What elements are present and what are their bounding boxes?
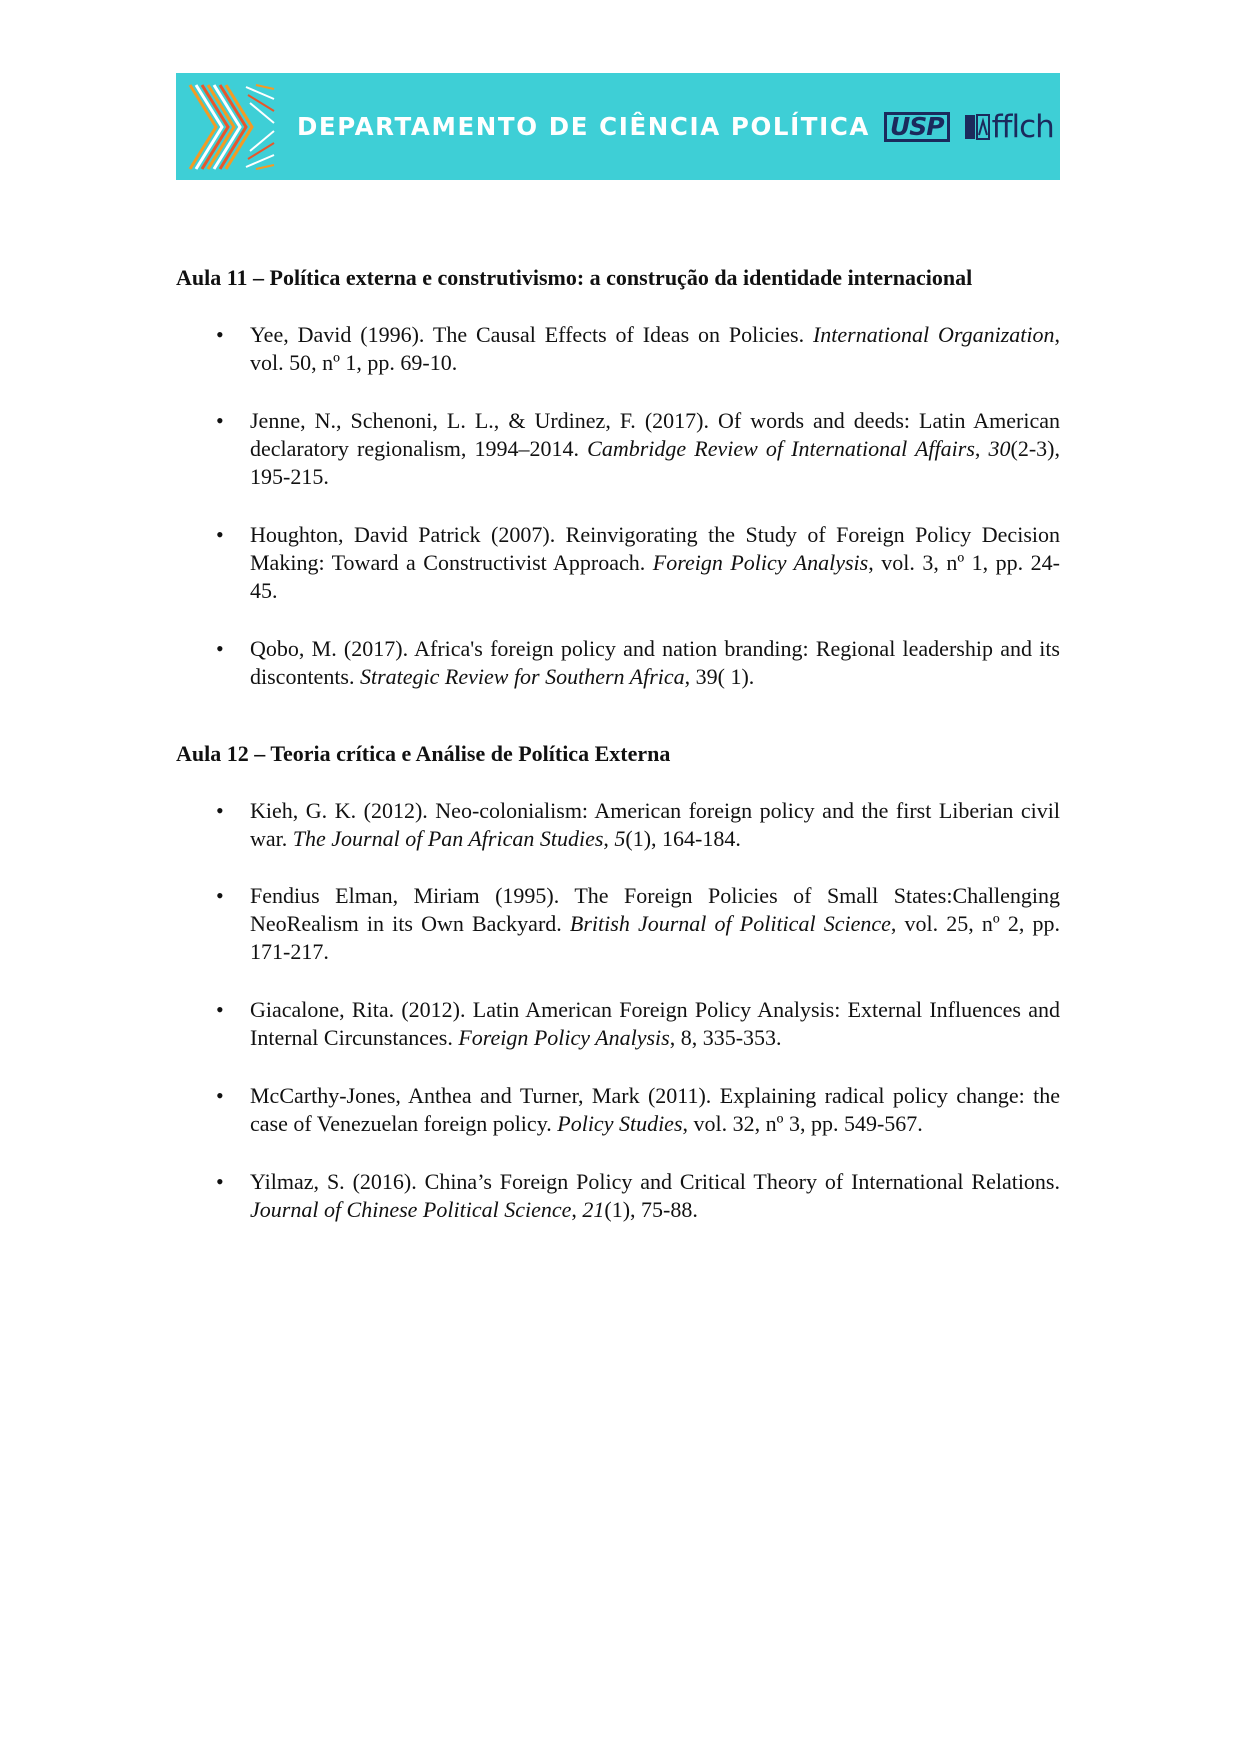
section-title-aula-11: Aula 11 – Política externa e construtivismo: a construção da identidade internacional — [176, 265, 973, 290]
usp-logo: USP — [884, 112, 950, 142]
reference-item: • Fendius Elman, Miriam (1995). The Foreign Policies of Small States:Challenging NeoRealism in its Own Backyard. British Journal of Political Science, vol. 25, nº 2, pp. 171-217. — [216, 883, 1061, 964]
bullet-icon: • — [216, 883, 224, 908]
bullet-icon: • — [216, 798, 224, 823]
reference-item: • Giacalone, Rita. (2012). Latin American Foreign Policy Analysis: External Influences and Internal Circunstances. Foreign Policy Analysis, 8, 335-353. — [216, 997, 1060, 1050]
bullet-icon: • — [216, 408, 224, 433]
department-banner — [176, 73, 1060, 180]
reference-item: • Kieh, G. K. (2012). Neo-colonialism: American foreign policy and the first Liberian civil war. The Journal of Pan African Studies, 5(1), 164-184. — [216, 798, 1060, 851]
bullet-icon: • — [216, 1083, 224, 1108]
reference-item: • Qobo, M. (2017). Africa's foreign policy and nation branding: Regional leadership and its discontents. Strategic Review for Southern Africa, 39( 1). — [216, 636, 1060, 689]
fflch-logo — [964, 109, 1054, 145]
bullet-icon: • — [216, 1169, 224, 1194]
reference-list-aula-12 — [176, 797, 1060, 1224]
reference-item: • Jenne, N., Schenoni, L. L., & Urdinez, F. (2017). Of words and deeds: Latin American declaratory regionalism, 1994–2014. Cambridge Review of International Affairs, 30(2-3), 195-215. — [216, 408, 1060, 489]
department-title: DEPARTAMENTO DE CIÊNCIA POLÍTICA — [297, 112, 870, 141]
section-title-aula-12: Aula 12 – Teoria crítica e Análise de Política Externa — [176, 741, 671, 766]
reference-list-aula-11 — [176, 321, 1060, 691]
reference-item: • Houghton, David Patrick (2007). Reinvigorating the Study of Foreign Policy Decision Making: Toward a Constructivist Approach. Foreign Policy Analysis, vol. 3, nº 1, pp. 24-45. — [216, 522, 1061, 603]
bullet-icon: • — [216, 322, 224, 347]
reading-list — [176, 263, 1060, 1224]
reference-item: • McCarthy-Jones, Anthea and Turner, Mark (2011). Explaining radical policy change: the case of Venezuelan foreign policy. Policy Studies, vol. 32, nº 3, pp. 549-567. — [216, 1083, 1060, 1136]
chevron-logo-icon — [186, 81, 278, 173]
fflch-emblem-icon — [964, 113, 990, 141]
reference-item: • Yee, David (1996). The Causal Effects of Ideas on Policies. International Organization, vol. 50, nº 1, pp. 69-10. — [216, 322, 1060, 375]
fflch-logo-text: fflch — [991, 108, 1054, 145]
bullet-icon: • — [216, 636, 224, 661]
bullet-icon: • — [216, 522, 224, 547]
reference-item: • Yilmaz, S. (2016). China’s Foreign Policy and Critical Theory of International Relations. Journal of Chinese Political Science, 21(1), 75-88. — [216, 1169, 1060, 1222]
bullet-icon: • — [216, 997, 224, 1022]
